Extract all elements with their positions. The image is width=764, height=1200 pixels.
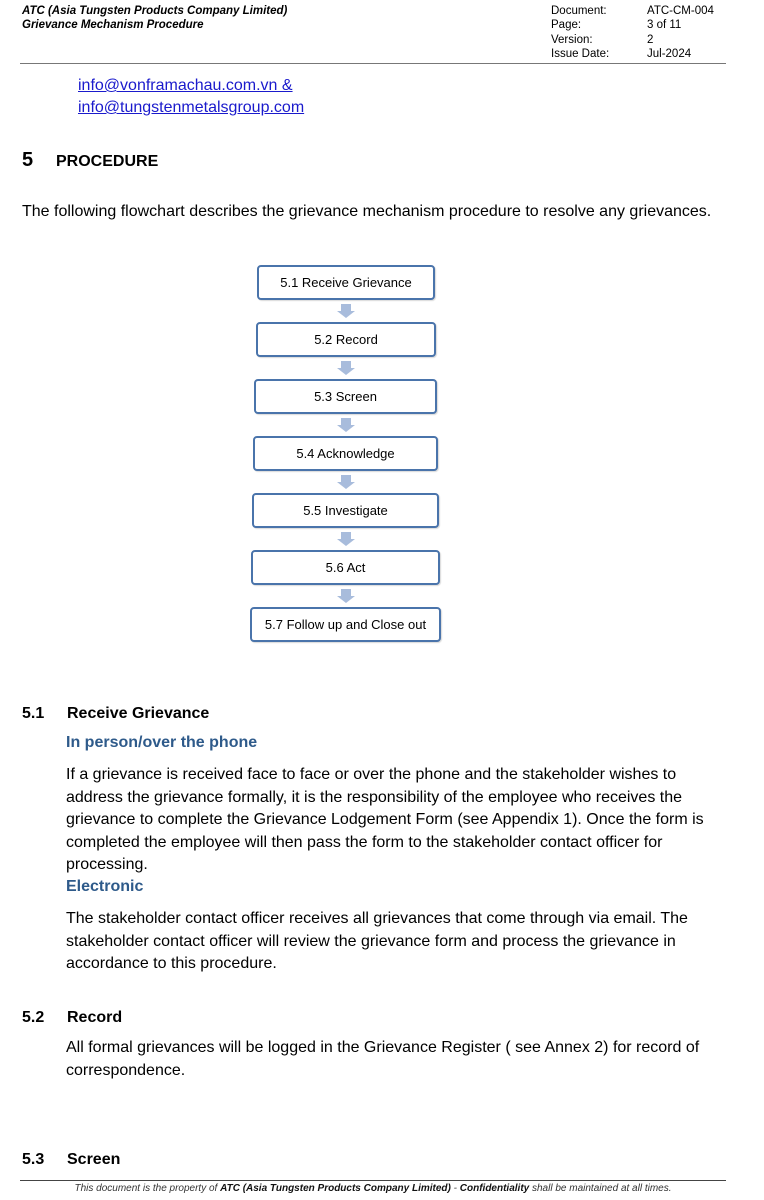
flow-step-follow-up-close-out: 5.7 Follow up and Close out xyxy=(250,607,441,642)
meta-version xyxy=(551,33,714,47)
section-title: Receive Grievance xyxy=(67,705,210,722)
footer-confidentiality: Confidentiality xyxy=(459,1183,530,1194)
flow-step-investigate: 5.5 Investigate xyxy=(252,493,439,528)
section-number: 5.3 xyxy=(22,1151,45,1168)
document-meta xyxy=(551,4,714,61)
meta-document xyxy=(551,4,714,18)
footer-text: This document is the property of xyxy=(74,1183,221,1194)
meta-value: 3 of 11 xyxy=(647,19,682,32)
section-number: 5.1 xyxy=(22,705,45,722)
section-title: Record xyxy=(67,1009,123,1026)
meta-value: 2 xyxy=(647,33,654,46)
section-intro: The following flowchart describes the grievance mechanism procedure to resolve any grievances. xyxy=(22,203,712,220)
section-heading-5 xyxy=(22,149,159,172)
paragraph-in-person: If a grievance is received face to face or over the phone and the stakeholder wishes to address the grievance formally, it is the responsibility of the employee who receives the grievance to complete the Grievance Lodgement Form (see Appendix 1). Once the form is completed the employee will then pass the form to the stakeholder contact officer for processing. xyxy=(66,766,704,873)
meta-issue-date xyxy=(551,47,714,61)
footer-divider xyxy=(20,1180,726,1181)
section-title: Screen xyxy=(67,1151,121,1168)
section-number: 5.2 xyxy=(22,1009,45,1026)
meta-label: Page: xyxy=(551,19,582,32)
meta-label: Version: xyxy=(551,33,593,46)
flow-step-receive: 5.1 Receive Grievance xyxy=(257,265,435,300)
document-title: Grievance Mechanism Procedure xyxy=(22,19,204,31)
meta-page xyxy=(551,18,714,32)
section-title: PROCEDURE xyxy=(56,153,159,170)
meta-value: Jul-2024 xyxy=(647,47,692,60)
paragraph-electronic: The stakeholder contact officer receives all grievances that come through via email. The stakeholder contact officer will review the grievance form and process the grievance in accordance to this procedure. xyxy=(66,910,688,972)
email-link-vonframachau[interactable]: info@vonframachau.com.vn & xyxy=(78,77,293,94)
paragraph-record: All formal grievances will be logged in the Grievance Register ( see Annex 2) for record of correspondence. xyxy=(66,1039,700,1079)
meta-label: Document: xyxy=(551,5,607,17)
footer-text: - xyxy=(450,1183,460,1194)
section-number: 5 xyxy=(22,149,34,171)
meta-value: ATC-CM-004 xyxy=(647,5,714,17)
flow-step-act: 5.6 Act xyxy=(251,550,440,585)
contact-emails xyxy=(78,75,304,119)
meta-label: Issue Date: xyxy=(551,47,610,60)
document-header-left xyxy=(22,4,287,32)
confidentiality-footer xyxy=(0,1183,746,1194)
flow-step-acknowledge: 5.4 Acknowledge xyxy=(253,436,438,471)
footer-text: shall be maintained at all times. xyxy=(529,1183,672,1194)
subheading-electronic: Electronic xyxy=(66,878,144,895)
company-name: ATC (Asia Tungsten Products Company Limited) xyxy=(22,5,288,17)
footer-company: ATC (Asia Tungsten Products Company Limited) xyxy=(220,1183,451,1194)
flow-step-screen: 5.3 Screen xyxy=(254,379,437,414)
email-link-tungstenmetals[interactable]: info@tungstenmetalsgroup.com xyxy=(78,99,305,116)
subheading-in-person: In person/over the phone xyxy=(66,734,258,751)
header-divider xyxy=(20,63,726,64)
flow-step-record: 5.2 Record xyxy=(256,322,436,357)
